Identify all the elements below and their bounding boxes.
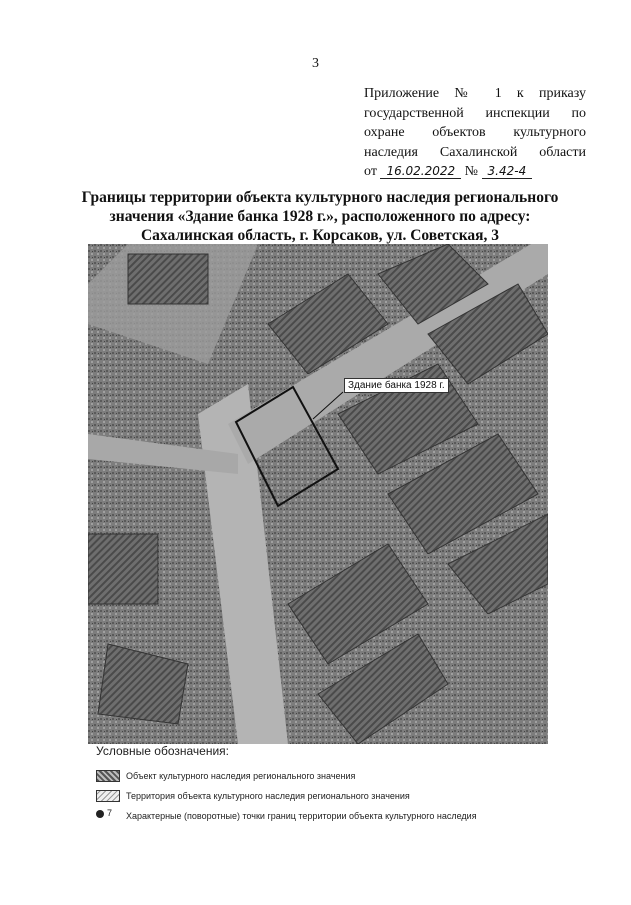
date-prefix: от bbox=[364, 164, 377, 179]
appendix-line-1: Приложение № 1 к приказу bbox=[364, 86, 586, 101]
appendix-line-3: охране объектов культурного bbox=[364, 125, 586, 140]
building bbox=[128, 254, 208, 304]
date-value: 16.02.2022 bbox=[380, 164, 461, 179]
territory-swatch-icon bbox=[96, 790, 120, 802]
boundary-point-icon bbox=[96, 808, 112, 818]
legend-item-territory bbox=[96, 788, 596, 808]
aerial-map bbox=[88, 244, 548, 744]
appendix-line-4: наследия Сахалинской области bbox=[364, 144, 586, 160]
appendix-line-2: государственной инспекции по bbox=[364, 105, 586, 121]
title-line-3: Сахалинская область, г. Корсаков, ул. Советская, 3 bbox=[140, 227, 500, 244]
aerial-photo bbox=[88, 244, 548, 744]
title-line-1: Границы территории объекта культурного наследия регионального bbox=[81, 189, 559, 206]
legend-title: Условные обозначения: bbox=[96, 744, 229, 758]
legend-item-label: Территория объекта культурного наследия регионального значения bbox=[126, 791, 410, 801]
legend-item-object bbox=[96, 768, 596, 788]
appendix-block bbox=[364, 84, 586, 182]
title-line-2: значения «Здание банка 1928 г.», расположенного по адресу: bbox=[109, 208, 531, 225]
map-label: Здание банка 1928 г. bbox=[344, 378, 449, 393]
number-prefix: № bbox=[464, 164, 479, 179]
building bbox=[88, 534, 158, 604]
object-swatch-icon bbox=[96, 770, 120, 782]
appendix-date-line bbox=[364, 162, 586, 182]
legend-item-label: Объект культурного наследия регионального значения bbox=[126, 771, 356, 781]
legend-item-label: Характерные (поворотные) точки границ территории объекта культурного наследия bbox=[126, 811, 477, 821]
page-number: 3 bbox=[312, 56, 319, 71]
document-title bbox=[80, 188, 560, 245]
legend bbox=[96, 744, 596, 828]
number-value: 3.42-4 bbox=[482, 164, 533, 179]
point-mark-number: 7 bbox=[107, 808, 113, 818]
legend-item-points bbox=[96, 808, 596, 828]
